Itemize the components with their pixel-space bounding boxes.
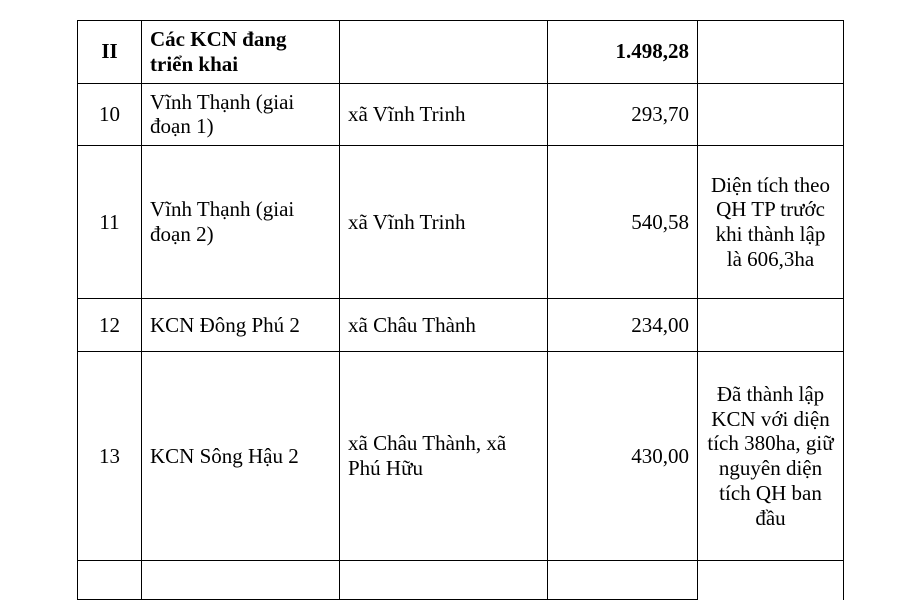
row-note [698, 21, 844, 84]
row-area: 234,00 [548, 299, 698, 352]
row-number: 10 [78, 83, 142, 146]
row-note [698, 299, 844, 352]
table-row [78, 21, 844, 84]
row-number: 11 [78, 146, 142, 299]
row-name [142, 561, 340, 600]
industrial-zone-table [77, 20, 844, 600]
row-area: 430,00 [548, 352, 698, 561]
industrial-zone-table-wrapper [77, 20, 843, 600]
row-number [78, 561, 142, 600]
table-row [78, 352, 844, 561]
row-note: Đã thành lập KCN với diện tích 380ha, giữ nguyên diện tích QH ban đầu [698, 352, 844, 561]
row-number: 13 [78, 352, 142, 561]
row-name: KCN Sông Hậu 2 [142, 352, 340, 561]
row-name: Các KCN đang triển khai [142, 21, 340, 84]
row-name: Vĩnh Thạnh (giai đoạn 1) [142, 83, 340, 146]
row-location: xã Vĩnh Trinh [340, 146, 548, 299]
row-location [340, 21, 548, 84]
row-location [340, 561, 548, 600]
row-number: 12 [78, 299, 142, 352]
row-area [548, 561, 698, 600]
row-note [698, 83, 844, 146]
row-number: II [78, 21, 142, 84]
row-area: 540,58 [548, 146, 698, 299]
table-row [78, 561, 844, 600]
row-location: xã Châu Thành [340, 299, 548, 352]
row-area: 1.498,28 [548, 21, 698, 84]
table-row [78, 146, 844, 299]
row-name: Vĩnh Thạnh (giai đoạn 2) [142, 146, 340, 299]
table-row [78, 299, 844, 352]
row-name: KCN Đông Phú 2 [142, 299, 340, 352]
row-note [698, 561, 844, 600]
row-area: 293,70 [548, 83, 698, 146]
table-row [78, 83, 844, 146]
row-location: xã Vĩnh Trinh [340, 83, 548, 146]
row-location: xã Châu Thành, xã Phú Hữu [340, 352, 548, 561]
row-note: Diện tích theo QH TP trước khi thành lập là 606,3ha [698, 146, 844, 299]
